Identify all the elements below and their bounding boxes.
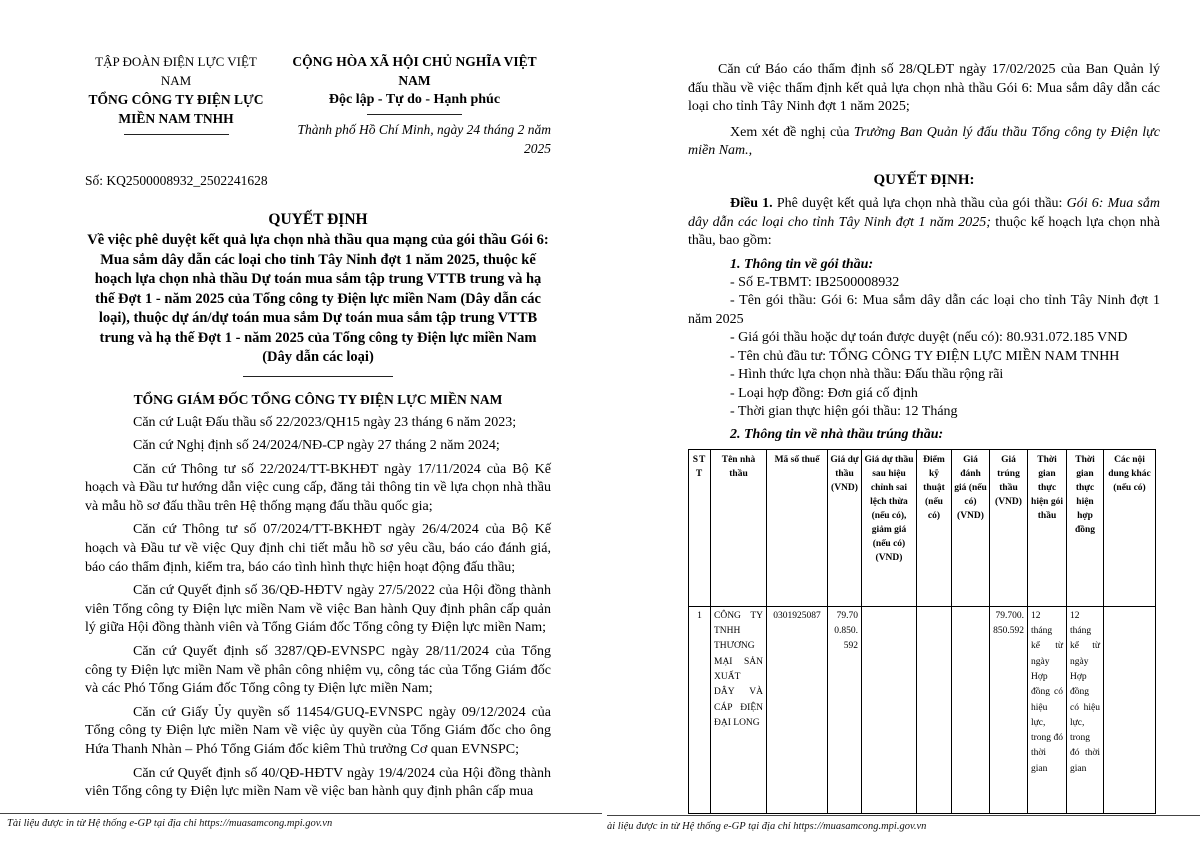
cell-package-duration: 12 tháng kể từ ngày Hợp đồng có hiệu lực, trong đó thời gian bbox=[1028, 606, 1067, 813]
page-2 bbox=[607, 0, 1200, 859]
footer-note-right: ài liệu được in từ Hệ thống e-GP tại địa chỉ https://muasamcong.mpi.gov.vn bbox=[607, 821, 927, 832]
package-info-line: - Thời gian thực hiện gói thầu: 12 Tháng bbox=[730, 404, 958, 420]
header-evaluated-price: Giá đánh giá (nếu có) (VND) bbox=[952, 449, 990, 606]
header-contract-duration: Thời gian thực hiện hợp đồng bbox=[1067, 449, 1104, 606]
article-1-paragraph bbox=[688, 195, 1160, 251]
org-parent-name: TẬP ĐOÀN ĐIỆN LỰC VIỆT NAM bbox=[95, 54, 257, 88]
footer-rule-right bbox=[607, 815, 1200, 816]
header-corrected-price: Giá dự thầu sau hiệu chỉnh sai lệch thừa (nếu có), giảm giá (nếu có) (VND) bbox=[862, 449, 917, 606]
motto-divider-rule bbox=[367, 114, 462, 115]
document-number: Số: KQ2500008932_2502241628 bbox=[85, 173, 268, 188]
cell-winning-price: 79.700.850.592 bbox=[990, 606, 1028, 813]
decision-title: QUYẾT ĐỊNH bbox=[268, 211, 368, 228]
article-1-label: Điều 1. bbox=[730, 195, 773, 211]
consideration-prefix: Xem xét đề nghị của bbox=[730, 124, 854, 140]
winning-bidder-table bbox=[688, 449, 1156, 814]
org-name: TỔNG CÔNG TY ĐIỆN LỰC MIỀN NAM TNHH bbox=[88, 92, 264, 126]
decision-section-heading: QUYẾT ĐỊNH: bbox=[873, 171, 975, 188]
header-bid-price: Giá dự thầu (VND) bbox=[828, 449, 862, 606]
section-2-heading: 2. Thông tin về nhà thầu trúng thầu: bbox=[730, 426, 944, 442]
authority-heading: TỔNG GIÁM ĐỐC TỔNG CÔNG TY ĐIỆN LỰC MIỀN NAM bbox=[133, 391, 503, 407]
cell-other-contents bbox=[1104, 606, 1156, 813]
header-bidder-name: Tên nhà thầu bbox=[711, 449, 767, 606]
article-1-text-after: thuộc kế hoạch lựa chọn nhà thầu, bao gồm: bbox=[688, 214, 1160, 249]
legal-basis-paragraph: Căn cứ Quyết định số 3287/QĐ-EVNSPC ngày 28/11/2024 của Tổng công ty Điện lực miền Nam về phân công nhiệm vụ, công tác của Tổng Giám đốc và các Phó Tổng Giám đốc Tổng công ty Điện lực miền Nam; bbox=[85, 644, 551, 697]
cell-bid-price: 79.700.850.592 bbox=[828, 606, 862, 813]
national-motto-block bbox=[278, 52, 551, 158]
consideration-paragraph bbox=[688, 124, 1160, 161]
table-row bbox=[689, 606, 1156, 813]
footer-note-left: Tài liệu được in từ Hệ thống e-GP tại địa chỉ https://muasamcong.mpi.gov.vn bbox=[7, 818, 333, 829]
cell-contract-duration: 12 tháng kể từ ngày Hợp đồng có hiệu lực, trong đó thời gian bbox=[1067, 606, 1104, 813]
package-info-line: - Hình thức lựa chọn nhà thầu: Đấu thầu rộng rãi bbox=[730, 367, 1004, 383]
article-1-package-name: Gói 6: Mua sắm dây dẫn các loại cho tỉnh Tây Ninh đợt 1 năm 2025; bbox=[688, 195, 1160, 230]
document-header bbox=[85, 52, 551, 158]
title-divider-rule bbox=[243, 376, 393, 377]
decision-subtitle: Về việc phê duyệt kết quả lựa chọn nhà thầu qua mạng của gói thầu Gói 6: Mua sắm dây dẫn các loại cho tỉnh Tây Ninh đợt 1 năm 2025, thuộc kế hoạch lựa chọn nhà thầu Dự toán mua sắm tập trung VTTB trung và hạ thế Đợt 1 - năm 2025 của Tổng công ty Điện lực miền Nam (Dây dẫn các loại), thuộc dự án/dự toán mua sắm Dự toán mua sắm tập trung VTTB trung và hạ thế Đợt 1 - năm 2025 của Tổng công ty Điện lực miền Nam (Dây dẫn các loại) bbox=[87, 232, 549, 365]
consideration-italic: Trưởng Ban Quản lý đấu thầu Tổng công ty Điện lực miền Nam., bbox=[688, 124, 1160, 159]
page-1-content bbox=[0, 0, 551, 802]
legal-basis-paragraph: Căn cứ Quyết định số 40/QĐ-HĐTV ngày 19/4/2024 của Hội đồng thành viên Tổng công ty Điện lực miền Nam về việc ban hành quy định phân cấp mua bbox=[85, 765, 551, 800]
legal-basis-paragraph: Căn cứ Giấy Ủy quyền số 11454/GUQ-EVNSPC ngày 09/12/2024 của Tổng công ty Điện lực miền Nam về việc ủy quyền của Tổng Giám đốc cho ông Hứa Thanh Nhàn – Phó Tổng Giám đốc kiêm Thủ trưởng Cơ quan EVNSPC; bbox=[85, 704, 551, 757]
header-tax-code: Mã số thuế bbox=[767, 449, 828, 606]
cell-corrected-price bbox=[862, 606, 917, 813]
cell-technical-score bbox=[917, 606, 952, 813]
legal-basis-paragraph: Căn cứ Nghị định số 24/2024/NĐ-CP ngày 27 tháng 2 năm 2024; bbox=[133, 438, 500, 454]
header-technical-score: Điểm kỹ thuật (nếu có) bbox=[917, 449, 952, 606]
header-other-contents: Các nội dung khác (nếu có) bbox=[1104, 449, 1156, 606]
cell-tax-code: 0301925087 bbox=[767, 606, 828, 813]
article-1-text: Phê duyệt kết quả lựa chọn nhà thầu của gói thầu: bbox=[772, 195, 1067, 211]
header-stt: STT bbox=[689, 449, 711, 606]
issuing-org-block bbox=[85, 52, 267, 158]
section-1-heading: 1. Thông tin về gói thầu: bbox=[730, 256, 874, 272]
legal-basis-paragraph: Căn cứ Luật Đấu thầu số 22/2023/QH15 ngày 23 tháng 6 năm 2023; bbox=[133, 414, 517, 430]
header-package-duration: Thời gian thực hiện gói thầu bbox=[1028, 449, 1067, 606]
cell-stt: 1 bbox=[689, 606, 711, 813]
legal-basis-paragraph: Căn cứ Báo cáo thẩm định số 28/QLĐT ngày 17/02/2025 của Ban Quản lý đấu thầu về việc thẩm định kết quả lựa chọn nhà thầu Gói 6: Mua sắm dây dẫn các loại cho tỉnh Tây Ninh đợt 1 năm 2025; bbox=[688, 62, 1160, 115]
national-title: CỘNG HÒA XÃ HỘI CHỦ NGHĨA VIỆT NAM bbox=[292, 54, 537, 88]
cell-evaluated-price bbox=[952, 606, 990, 813]
package-info-line: - Loại hợp đồng: Đơn giá cố định bbox=[730, 385, 918, 401]
package-info-line: - Số E-TBMT: IB2500008932 bbox=[730, 274, 900, 290]
place-date: Thành phố Hồ Chí Minh, ngày 24 tháng 2 năm 2025 bbox=[297, 122, 551, 156]
org-divider-rule bbox=[124, 134, 229, 135]
package-info-line: - Tên gói thầu: Gói 6: Mua sắm dây dẫn các loại cho tỉnh Tây Ninh đợt 1 năm 2025 bbox=[688, 293, 1160, 327]
table-header-row bbox=[689, 449, 1156, 606]
page-2-content bbox=[607, 0, 1160, 814]
legal-basis-paragraph: Căn cứ Thông tư số 22/2024/TT-BKHĐT ngày 17/11/2024 của Bộ Kế hoạch và Đầu tư hướng dẫn việc cung cấp, đăng tải thông tin về lựa chọn nhà thầu và mẫu hồ sơ đấu thầu trên Hệ thống mạng đấu thầu quốc gia; bbox=[85, 461, 551, 514]
package-info-line: - Tên chủ đầu tư: TỔNG CÔNG TY ĐIỆN LỰC MIỀN NAM TNHH bbox=[730, 348, 1120, 364]
legal-basis-paragraph: Căn cứ Quyết định số 36/QĐ-HĐTV ngày 27/5/2022 của Hội đồng thành viên Tổng công ty Điện lực miền Nam về việc Ban hành Quy định phân cấp quản lý giữa Hội đồng thành viên và Tổng Giám đốc Tổng công ty Điện lực miền Nam; bbox=[85, 583, 551, 636]
cell-bidder-name: CÔNG TY TNHH THƯƠNG MẠI SẢN XUẤT DÂY VÀ CÁP ĐIỆN ĐẠI LONG bbox=[711, 606, 767, 813]
footer-rule-left bbox=[0, 813, 602, 814]
header-winning-price: Giá trúng thầu (VND) bbox=[990, 449, 1028, 606]
legal-basis-paragraph: Căn cứ Thông tư số 07/2024/TT-BKHĐT ngày 26/4/2024 của Bộ Kế hoạch và Đầu tư về việc Quy định chi tiết mẫu hồ sơ yêu cầu, báo cáo đánh giá, báo cáo thẩm định, kiểm tra, báo cáo tình hình thực hiện hoạt động đấu thầu; bbox=[85, 522, 551, 575]
package-info-line: - Giá gói thầu hoặc dự toán được duyệt (nếu có): 80.931.072.185 VND bbox=[730, 330, 1128, 346]
national-motto: Độc lập - Tự do - Hạnh phúc bbox=[328, 92, 501, 107]
